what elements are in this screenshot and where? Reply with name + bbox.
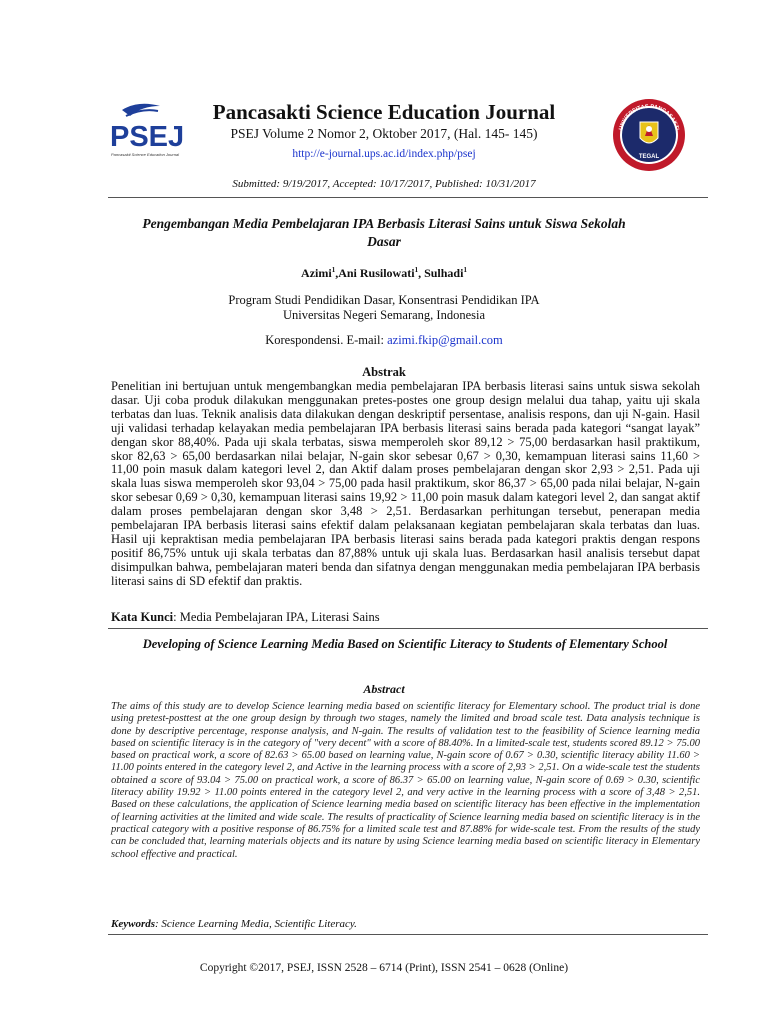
keywords-values: Science Learning Media, Scientific Literacy. [161, 918, 357, 930]
copyright-footer: Copyright ©2017, PSEJ, ISSN 2528 – 6714 (Print), ISSN 2541 – 0628 (Online) [199, 962, 569, 974]
university-seal-logo [612, 98, 686, 172]
email-link[interactable]: azimi.fkip@gmail.com [387, 333, 503, 347]
volume-info: PSEJ Volume 2 Nomor 2, Oktober 2017, (Hal. 145- 145) [230, 126, 538, 141]
journal-title: Pancasakti Science Education Journal [212, 100, 556, 124]
affiliation-line-2: Universitas Negeri Semarang, Indonesia [282, 308, 486, 322]
journal-url-link[interactable]: http://e-journal.ups.ac.id/index.php/psej [292, 148, 476, 160]
correspondence [0, 333, 768, 348]
abstract-divider [108, 628, 708, 629]
abstract-heading: Abstract [363, 682, 405, 696]
kata-kunci-label: Kata Kunci [111, 610, 174, 624]
author-list: Azimi$^1$,Ani Rusilowati$^1$, Sulhadi$^1$ [301, 266, 467, 280]
abstrak-text: Penelitian ini bertujuan untuk mengembangkan media pembelajaran IPA berbasis literasi sains untuk siswa sekolah dasar. Uji coba produk dilakukan menggunakan pretes-postes one group design melalui dua tahap, yaitu uji skala terbatas dan luas. Teknik analisis data dilakukan dengan deskriptif persentase, analisis respons, dan uji N-gain. Hasil uji validasi terhadap kelayakan media pembelajaran IPA berbasis literasi sains berada pada kategori “sangat layak” dengan skor 88,40%. Pada uji skala terbatas, siswa memperoleh skor 89,12 > 75,00 berdasarkan hasil praktikum, skor 82,63 > 65,00 berdasarkan nilai belajar, N-gain skor sebesar 0,67 > 0,30, kemampuan literasi sains 11,60 > 11,00 poin masuk dalam kategori level 2, dan Aktif dalam proses pembelajaran dengan skor 2,93 > 2,51. Pada uji skala luas siswa memperoleh skor 93,04 > 75,00 pada hasil praktikum, skor 86,37 > 65,00 pada nilai belajar, N-gain skor sebesar 0,69 > 0,30, kemampuan literasi sains 19,92 > 11,00 poin masuk dalam kategori level 2, dan sangat aktif dalam proses pembelajaran dengan skor 3,48 > 2,51. Berdasarkan perhitungan tersebut, penerapan media pembelajaran IPA berbasis literasi sains efektif dalam pelaksanaan kegiatan pembelajaran skala terbatas dan luas. Hasil uji kepraktisan media pembelajaran IPA berbasis literasi sains berada pada kategori praktis dengan respons positif 86,75% untuk uji skala terbatas dan 87,88% untuk uji skala luas. Berdasarkan hasil analisis tersebut dapat disimpulkan bahwa, pembelajaran materi benda dan sifatnya dengan menggunakan media pembelajaran IPA berbasis literasi sains di SD efektif dan praktis. [111, 379, 700, 588]
header-divider [108, 197, 708, 198]
psej-logo-text: PSEJ [110, 121, 185, 153]
keywords-label: Keywords [111, 918, 155, 930]
author-affiliation-mark: 1 [331, 266, 336, 274]
author-name: Ani Rusilowati [338, 266, 415, 280]
keywords: Keywords: Science Learning Media, Scientific Literacy. [111, 918, 357, 930]
seal-top-text: UNIVERSITAS PANCASAKTI [618, 103, 680, 131]
abstrak-heading: Abstrak [362, 365, 406, 379]
english-title: Developing of Science Learning Media Based on Scientific Literacy to Students of Elementary School [142, 637, 668, 651]
kata-kunci: Kata Kunci: Media Pembelajaran IPA, Literasi Sains [111, 610, 380, 624]
psej-logo-subtext: Pancasakti Science Education Journal [111, 152, 180, 157]
affiliation [0, 293, 768, 323]
affiliation-line-1: Program Studi Pendidikan Dasar, Konsentrasi Pendidikan IPA [228, 293, 540, 307]
abstract-text: The aims of this study are to develop Science learning media based on scientific literacy for Elementary school. The product trial is done using pretest-posttest at the one group design by through two stages, namely the limited and broad scale test. Data analysis technique is done by descriptive percentage, response analysis, and N-gain. The results of validation test to the feasibility of Science learning media based on scientific literacy is in the category of "very decent" with a score of 88.40%. In a limited-scale test, students scored 89.12 > 75.00 based on practical work, a score of 82.63 > 65.00 based on learning value, N-gain score of 0.67 > 0.30, scientific literacy ability 11.60 > 11.00 points entered in the category level 2, and Active in the learning process with a score of 2,93 > 2,51. On a wide-scale test the students obtained a score of 93.04 > 75.00 on practical work, a score of 86.37 > 65.00 on learning value, N-gain score of 0.69 > 0.30, scientific literacy ability 19.92 > 11.00 points entered in the category level 2, and very active in the learning process with a score of 3,48 > 2,51. Based on these calculations, the application of Science learning media based on scientific literacy has been effective in the implementation of learning activities at the limited and wide scale. The results of practicality of Science learning media based on scientific literacy is in the practical category with a positive response of 86.75% for a limited scale test and 87.88% for wide-scale test. From the results of the study can be concluded that, learning materials objects and its nature by using Science learning media based on scientific literacy in Elementary school effective and practical. [111, 701, 700, 860]
seal-bottom-text: TEGAL [638, 154, 660, 160]
footer-divider [108, 934, 708, 935]
kata-kunci-values: Media Pembelajaran IPA, Literasi Sains [179, 610, 380, 624]
correspondence-label: Korespondensi. E-mail: [265, 333, 384, 347]
author-name: Sulhadi [424, 266, 464, 280]
author-affiliation-mark: 1 [414, 266, 419, 274]
journal-header [0, 92, 768, 202]
author-affiliation-mark: 1 [463, 266, 467, 274]
article-title: Pengembangan Media Pembelajaran IPA Berbasis Literasi Sains untuk Siswa Sekolah Dasar [142, 216, 626, 249]
submission-dates: Submitted: 9/19/2017, Accepted: 10/17/2017, Published: 10/31/2017 [232, 178, 536, 190]
author-name: Azimi [301, 266, 332, 280]
